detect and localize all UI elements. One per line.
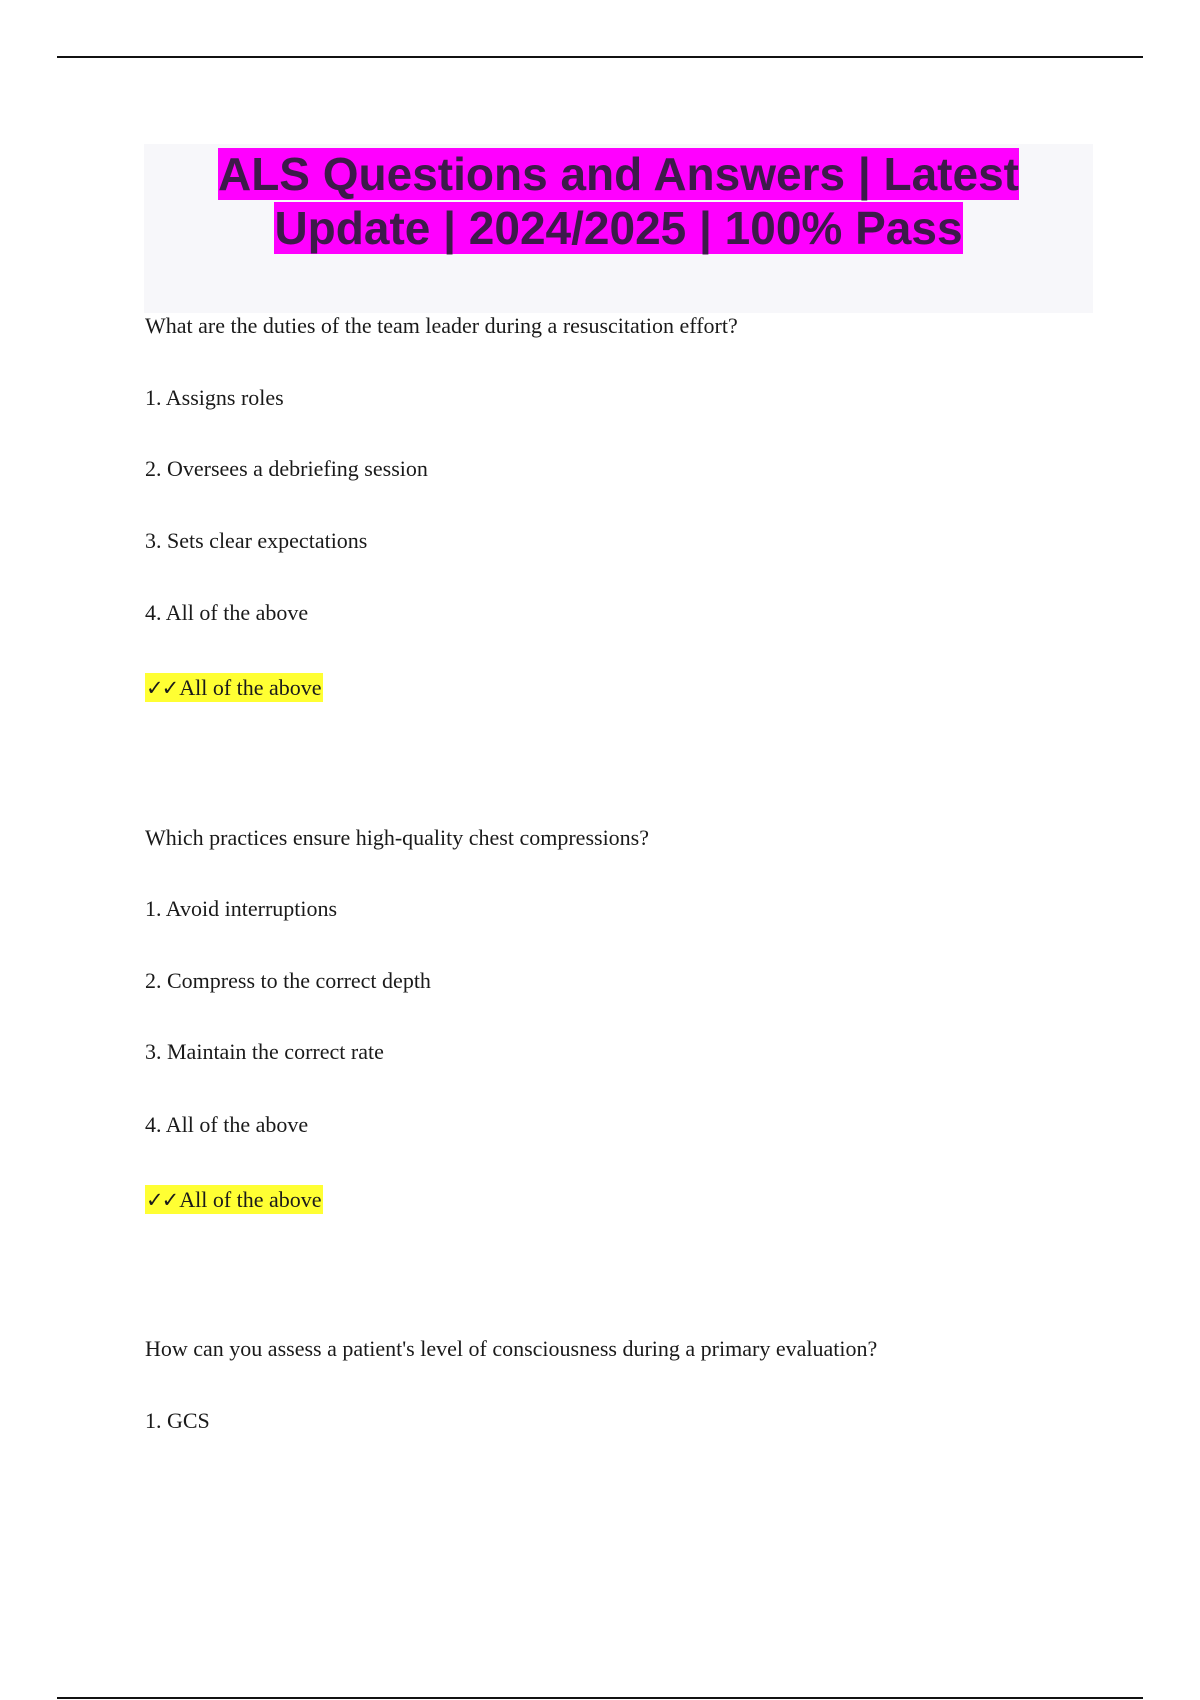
answer-highlight (145, 1185, 323, 1214)
title-block (144, 144, 1093, 313)
document-title (144, 144, 1093, 255)
question-3-option-1: 1. GCS (145, 1408, 210, 1433)
question-2-option-4: 4. All of the above (145, 1112, 309, 1137)
answer-text: All of the above (179, 1187, 322, 1212)
title-line-1: ALS Questions and Answers | Latest (217, 148, 1019, 200)
answer-highlight (145, 673, 323, 702)
bottom-rule (57, 1697, 1143, 1699)
question-3-text: How can you assess a patient's level of consciousness during a primary evaluation? (145, 1336, 878, 1361)
question-1-text: What are the duties of the team leader during a resuscitation effort? (145, 313, 738, 338)
question-2-text: Which practices ensure high-quality chest compressions? (145, 825, 650, 850)
double-check-icon: ✓✓ (146, 676, 178, 700)
answer-text: All of the above (179, 675, 322, 700)
question-2-option-3: 3. Maintain the correct rate (145, 1039, 384, 1064)
question-2-answer (145, 1187, 323, 1213)
double-check-icon: ✓✓ (146, 1188, 178, 1212)
title-line-2: Update | 2024/2025 | 100% Pass (274, 202, 963, 254)
question-1-option-2: 2. Oversees a debriefing session (145, 456, 428, 481)
question-2-option-1: 1. Avoid interruptions (145, 896, 338, 921)
question-1-option-1: 1. Assigns roles (145, 385, 284, 410)
question-1-option-4: 4. All of the above (145, 600, 309, 625)
question-2-option-2: 2. Compress to the correct depth (145, 968, 431, 993)
question-1-answer (145, 675, 323, 701)
top-rule (57, 56, 1143, 58)
question-1-option-3: 3. Sets clear expectations (145, 528, 368, 553)
